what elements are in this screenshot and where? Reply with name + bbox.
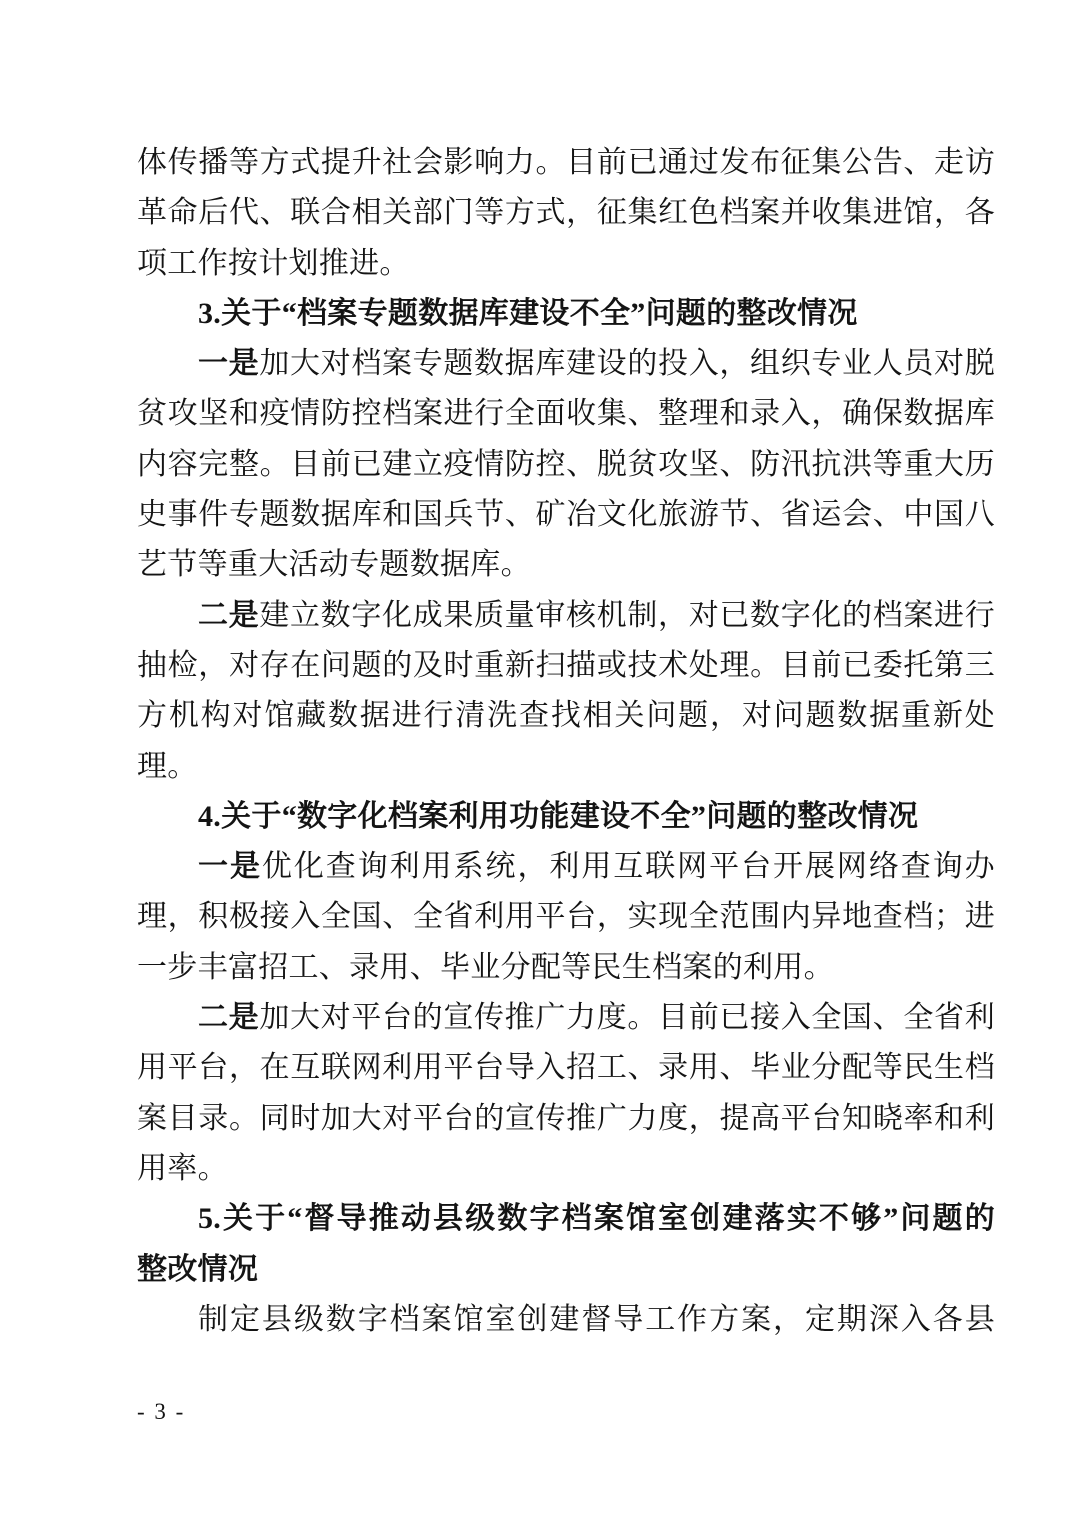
paragraph-line: 一步丰富招工、录用、毕业分配等民生档案的利用。 [137,950,834,984]
paragraph-line: 项工作按计划推进。 [137,246,410,280]
lead-in-bold: 二是 [198,598,260,632]
paragraph-text: 优化查询利用系统，利用互联网平台开展网络查询办 [261,850,995,884]
paragraph-line: 制定县级数字档案馆室创建督导工作方案，定期深入各县 [198,1302,995,1336]
paragraph-line: 案目录。同时加大对平台的宣传推广力度，提高平台知晓率和利 [137,1101,995,1135]
section-heading-5-line-1: 5.关于“督导推动县级数字档案馆室创建落实不够”问题的 [198,1202,995,1236]
paragraph-text: 建立数字化成果质量审核机制，对已数字化的档案进行 [259,598,995,632]
paragraph-line: 体传播等方式提升社会影响力。目前已通过发布征集公告、走访 [137,146,995,179]
paragraph-line: 用率。 [137,1151,228,1185]
section-heading-3: 3.关于“档案专题数据库建设不全”问题的整改情况 [198,296,858,330]
paragraph-line: 方机构对馆藏数据进行清洗查找相关问题，对问题数据重新处 [137,699,995,733]
paragraph-line [137,591,995,641]
paragraph-line: 艺节等重大活动专题数据库。 [137,548,531,582]
paragraph-line: 内容完整。目前已建立疫情防控、脱贫攻坚、防汛抗洪等重大历 [137,447,995,481]
section-heading-5-line-2: 整改情况 [137,1252,259,1286]
paragraph-line: 理，积极接入全国、全省利用平台，实现全范围内异地查档；进 [137,900,995,934]
document-body [137,138,995,1345]
lead-in-bold: 二是 [198,1001,260,1035]
paragraph-text: 加大对平台的宣传推广力度。目前已接入全国、全省利 [259,1001,995,1035]
paragraph-line: 用平台，在互联网利用平台导入招工、录用、毕业分配等民生档 [137,1051,995,1085]
lead-in-bold: 一是 [198,850,262,884]
paragraph-text: 加大对档案专题数据库建设的投入，组织专业人员对脱 [259,347,995,381]
section-heading-4: 4.关于“数字化档案利用功能建设不全”问题的整改情况 [198,799,919,833]
lead-in-bold: 一是 [198,347,260,381]
paragraph-line: 革命后代、联合相关部门等方式，征集红色档案并收集进馆，各 [137,196,995,230]
paragraph-line: 贫攻坚和疫情防控档案进行全面收集、整理和录入，确保数据库 [137,397,995,431]
paragraph-line: 理。 [137,749,198,783]
paragraph-line [137,993,995,1043]
page-number: - 3 - [137,1399,186,1424]
paragraph-line [137,339,995,389]
paragraph-line: 史事件专题数据库和国兵节、矿冶文化旅游节、省运会、中国八 [137,498,995,532]
paragraph-line [137,842,995,892]
paragraph-line: 抽检，对存在问题的及时重新扫描或技术处理。目前已委托第三 [137,648,995,682]
